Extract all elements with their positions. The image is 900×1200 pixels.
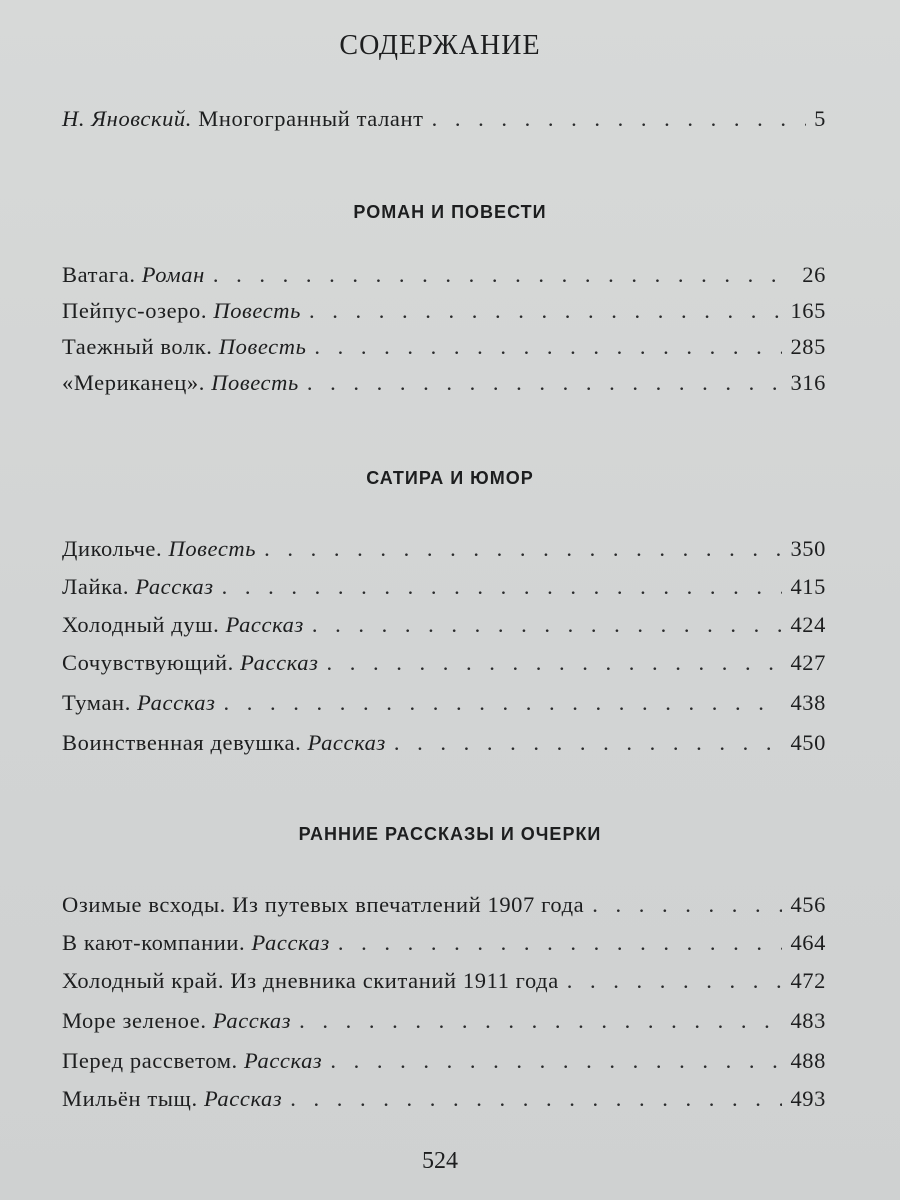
page-number: 524 — [422, 1148, 458, 1174]
toc-entry-text — [62, 106, 424, 132]
toc-entry-genre: Рассказ — [307, 730, 386, 755]
toc-entry — [62, 612, 826, 638]
toc-entry-author: Н. Яновский. — [62, 106, 193, 131]
dot-leader — [314, 334, 782, 360]
toc-entry-page: 488 — [790, 1048, 826, 1073]
toc-entry — [62, 574, 826, 600]
toc-entry-text — [62, 334, 306, 360]
toc-entry-title: Перед рассветом. — [62, 1048, 238, 1073]
dot-leader — [309, 298, 782, 324]
toc-entry-title: Ватага. — [62, 262, 136, 287]
toc-entry-page: 472 — [790, 968, 826, 993]
toc-entry-genre: Повесть — [218, 334, 307, 359]
toc-entry — [62, 1008, 826, 1034]
dot-leader — [213, 262, 794, 288]
toc-entry-title: Мильён тыщ. — [62, 1086, 198, 1111]
dot-leader — [299, 1008, 782, 1034]
dot-leader — [222, 574, 783, 600]
toc-entry-page: 456 — [790, 892, 826, 917]
toc-entry-text — [62, 1008, 291, 1034]
toc-entry-page: 316 — [790, 370, 826, 395]
toc-entry — [62, 650, 826, 676]
toc-entry-page: 5 — [814, 106, 826, 131]
toc-entry-title: Многогранный талант — [198, 106, 424, 131]
toc-entry-page: 464 — [790, 930, 826, 955]
dot-leader — [330, 1048, 782, 1074]
toc-entry-page: 424 — [790, 612, 826, 637]
toc-entry-text — [62, 930, 330, 956]
toc-entry — [62, 690, 826, 716]
dot-leader — [290, 1086, 782, 1112]
toc-entry-title: Воинственная девушка. — [62, 730, 302, 755]
toc-entry-genre: Рассказ — [251, 930, 330, 955]
toc-entry-genre: Рассказ — [225, 612, 304, 637]
toc-entry — [62, 1048, 826, 1074]
toc-entry-genre: Рассказ — [135, 574, 214, 599]
toc-entry-page: 350 — [790, 536, 826, 561]
toc-entry — [62, 1086, 826, 1112]
toc-entry-text — [62, 370, 299, 396]
dot-leader — [307, 370, 783, 396]
toc-entry-text — [62, 892, 584, 918]
toc-entry-page: 165 — [790, 298, 826, 323]
toc-entry — [62, 968, 826, 994]
toc-entry-text — [62, 536, 256, 562]
toc-entry-title: «Мериканец». — [62, 370, 205, 395]
toc-entry-title: В кают-компании. — [62, 930, 246, 955]
toc-entry-text — [62, 1086, 282, 1112]
dot-leader — [567, 968, 783, 994]
toc-entry-page: 26 — [802, 262, 826, 287]
section-heading-early-stories: РАННИЕ РАССКАЗЫ И ОЧЕРКИ — [298, 824, 602, 844]
toc-entry-text — [62, 650, 318, 676]
section-heading-satire: САТИРА И ЮМОР — [366, 468, 534, 488]
toc-entry-genre: Повесть — [211, 370, 299, 395]
dot-leader — [312, 612, 783, 638]
toc-entry — [62, 930, 826, 956]
toc-entry-genre: Рассказ — [244, 1048, 323, 1073]
toc-entry-text — [62, 298, 301, 324]
toc-entry-title: Лайка. — [62, 574, 130, 599]
toc-entry — [62, 370, 826, 396]
toc-entry-intro — [62, 106, 826, 132]
toc-entry — [62, 536, 826, 562]
toc-entry-title: Море зеленое. — [62, 1008, 207, 1033]
toc-entry-title: Таежный волк. — [62, 334, 213, 359]
toc-entry — [62, 334, 826, 360]
toc-entry-page: 415 — [790, 574, 826, 599]
toc-entry-genre: Рассказ — [203, 1086, 283, 1111]
dot-leader — [394, 730, 783, 756]
dot-leader — [432, 106, 807, 132]
toc-entry-page: 285 — [790, 334, 826, 359]
toc-entry — [62, 730, 826, 756]
toc-entry-genre: Рассказ — [137, 690, 216, 715]
toc-entry-text — [62, 690, 215, 716]
toc-entry-title: Сочувствующий. — [62, 650, 234, 675]
toc-entry-text — [62, 262, 205, 288]
toc-entry-genre: Рассказ — [212, 1008, 292, 1033]
toc-entry-page: 427 — [790, 650, 826, 675]
toc-entry-title: Туман. — [62, 690, 131, 715]
toc-entry-page: 438 — [790, 690, 826, 715]
toc-entry-genre: Повесть — [168, 536, 257, 561]
toc-entry-page: 493 — [790, 1086, 826, 1111]
toc-entry-text — [62, 612, 304, 638]
toc-entry — [62, 262, 826, 288]
toc-entry-title: Холодный край. Из дневника скитаний 1911 года — [62, 968, 559, 993]
toc-entry — [62, 298, 826, 324]
toc-entry-text — [62, 1048, 322, 1074]
toc-entry-genre: Рассказ — [240, 650, 319, 675]
toc-entry-genre: Повесть — [213, 298, 301, 323]
toc-entry-page: 483 — [790, 1008, 826, 1033]
toc-entry-title: Дикольче. — [62, 536, 163, 561]
toc-entry-title: Пейпус-озеро. — [62, 298, 208, 323]
dot-leader — [592, 892, 782, 918]
page-title: СОДЕРЖАНИЕ — [339, 30, 541, 61]
dot-leader — [338, 930, 783, 956]
toc-entry-text — [62, 574, 214, 600]
toc-entry-page: 450 — [790, 730, 826, 755]
dot-leader — [326, 650, 782, 676]
toc-entry-text — [62, 730, 386, 756]
toc-entry-title: Озимые всходы. Из путевых впечатлений 1907 года — [62, 892, 585, 917]
section-heading-novels: РОМАН И ПОВЕСТИ — [353, 202, 547, 222]
dot-leader — [264, 536, 782, 562]
toc-entry-genre: Роман — [141, 262, 205, 287]
toc-entry-text — [62, 968, 559, 994]
toc-entry — [62, 892, 826, 918]
toc-entry-title: Холодный душ. — [62, 612, 220, 637]
dot-leader — [223, 690, 782, 716]
